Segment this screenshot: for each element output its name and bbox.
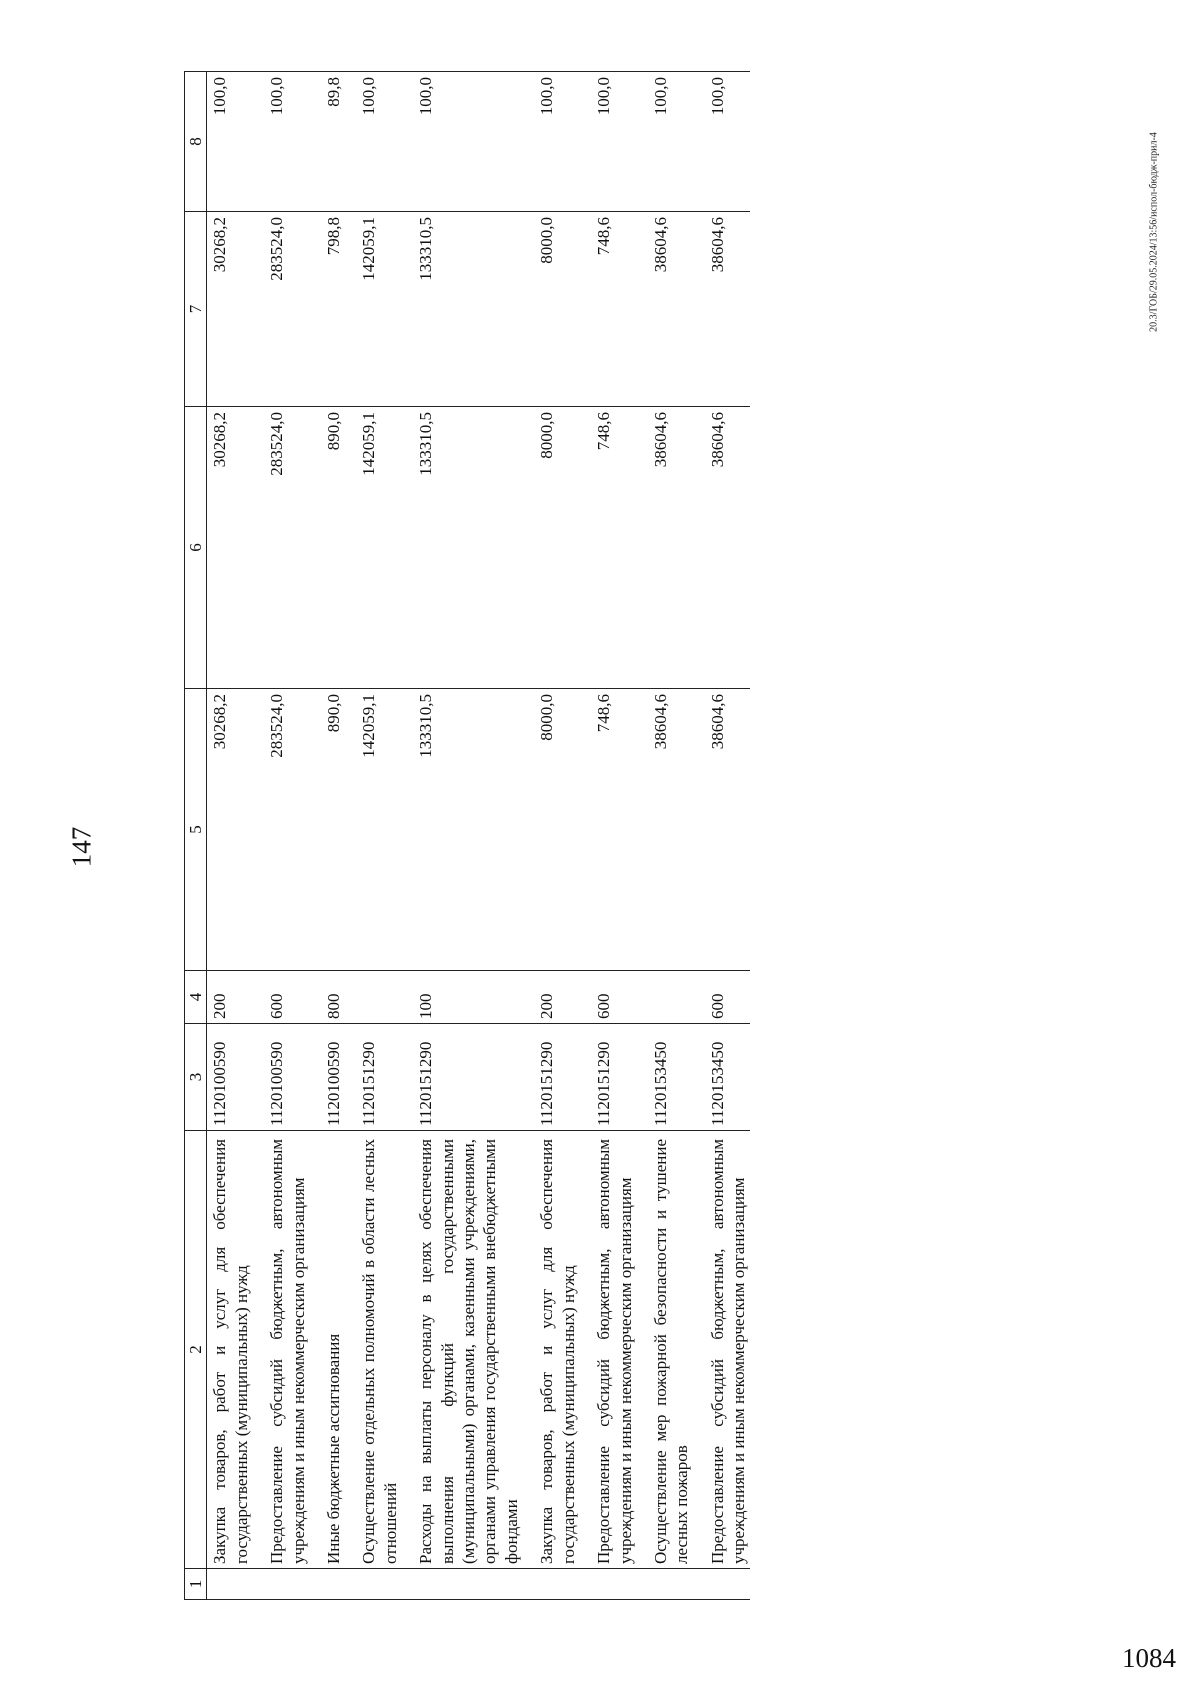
value-col-7: 133310,5 — [413, 212, 534, 407]
header-col-6: 6 — [185, 407, 207, 689]
target-code: 1120151290 — [591, 1024, 648, 1131]
header-col-2: 2 — [185, 1131, 207, 1569]
value-col-6: 133310,5 — [413, 407, 534, 689]
value-col-7: 30268,2 — [207, 212, 264, 407]
target-code: 1120151290 — [356, 1024, 413, 1131]
value-col-8: 100,0 — [413, 72, 534, 212]
value-col-7: 142059,1 — [356, 212, 413, 407]
value-col-8: 100,0 — [264, 72, 321, 212]
value-col-5: 283524,0 — [264, 689, 321, 971]
row-number-cell — [321, 1569, 356, 1600]
header-col-5: 5 — [185, 689, 207, 971]
value-col-7: 38604,6 — [648, 212, 705, 407]
table-row — [591, 72, 648, 1600]
value-col-6: 38604,6 — [705, 407, 750, 689]
value-col-6: 8000,0 — [534, 407, 591, 689]
header-col-1: 1 — [185, 1569, 207, 1600]
row-number-cell — [534, 1569, 591, 1600]
value-col-7: 8000,0 — [534, 212, 591, 407]
expense-name: Осуществление отдельных полномочий в области лесных отношений — [356, 1131, 413, 1569]
table-row — [705, 72, 750, 1600]
value-col-7: 798,8 — [321, 212, 356, 407]
value-col-6: 748,6 — [591, 407, 648, 689]
value-col-8: 100,0 — [591, 72, 648, 212]
value-col-5: 8000,0 — [534, 689, 591, 971]
value-col-7: 748,6 — [591, 212, 648, 407]
target-code: 1120153450 — [705, 1024, 750, 1131]
expense-name: Осуществление мер пожарной безопасности и тушение лесных пожаров — [648, 1131, 705, 1569]
expense-name: Иные бюджетные ассигнования — [321, 1131, 356, 1569]
value-col-8: 89,8 — [321, 72, 356, 212]
expense-type — [356, 971, 413, 1024]
header-col-8: 8 — [185, 72, 207, 212]
expense-name: Закупка товаров, работ и услуг для обеспечения государственных (муниципальных) нужд — [534, 1131, 591, 1569]
value-col-8: 100,0 — [356, 72, 413, 212]
row-number-cell — [705, 1569, 750, 1600]
expense-name: Предоставление субсидий бюджетным, автономным учреждениям и иным некоммерческим организациям — [591, 1131, 648, 1569]
expense-name: Предоставление субсидий бюджетным, автономным учреждениям и иным некоммерческим организациям — [264, 1131, 321, 1569]
value-col-6: 38604,6 — [648, 407, 705, 689]
value-col-6: 283524,0 — [264, 407, 321, 689]
table-row — [264, 72, 321, 1600]
row-number-cell — [207, 1569, 264, 1600]
expense-name: Расходы на выплаты персоналу в целях обеспечения выполнения функций государственными (муниципальными) органами, казенными учреждениями, органами управления государственными внебюджетными фондами — [413, 1131, 534, 1569]
value-col-8: 100,0 — [207, 72, 264, 212]
target-code: 1120100590 — [321, 1024, 356, 1131]
value-col-7: 283524,0 — [264, 212, 321, 407]
value-col-8: 100,0 — [648, 72, 705, 212]
target-code: 1120100590 — [264, 1024, 321, 1131]
header-col-3: 3 — [185, 1024, 207, 1131]
table-row — [356, 72, 413, 1600]
expense-type: 800 — [321, 971, 356, 1024]
expense-type — [648, 971, 705, 1024]
row-number-cell — [648, 1569, 705, 1600]
row-number-cell — [264, 1569, 321, 1600]
value-col-5: 38604,6 — [705, 689, 750, 971]
expense-type: 200 — [207, 971, 264, 1024]
value-col-8: 100,0 — [534, 72, 591, 212]
value-col-5: 133310,5 — [413, 689, 534, 971]
table-row — [648, 72, 705, 1600]
header-col-7: 7 — [185, 212, 207, 407]
expense-type: 600 — [705, 971, 750, 1024]
document-number: 1084 — [1122, 1643, 1176, 1673]
table-row — [413, 72, 534, 1600]
table-row — [534, 72, 591, 1600]
value-col-5: 142059,1 — [356, 689, 413, 971]
value-col-6: 890,0 — [321, 407, 356, 689]
value-col-5: 890,0 — [321, 689, 356, 971]
value-col-5: 748,6 — [591, 689, 648, 971]
value-col-5: 38604,6 — [648, 689, 705, 971]
table-row — [321, 72, 356, 1600]
row-number-cell — [413, 1569, 534, 1600]
budget-table-container — [184, 72, 1186, 1600]
expense-type: 600 — [264, 971, 321, 1024]
value-col-6: 30268,2 — [207, 407, 264, 689]
expense-type: 600 — [591, 971, 648, 1024]
expense-name: Закупка товаров, работ и услуг для обеспечения государственных (муниципальных) нужд — [207, 1131, 264, 1569]
target-code: 1120151290 — [534, 1024, 591, 1131]
target-code: 1120151290 — [413, 1024, 534, 1131]
expense-type: 200 — [534, 971, 591, 1024]
value-col-8: 100,0 — [705, 72, 750, 212]
value-col-7: 38604,6 — [705, 212, 750, 407]
table-row — [207, 72, 264, 1600]
expense-name: Предоставление субсидий бюджетным, автономным учреждениям и иным некоммерческим организациям — [705, 1131, 750, 1569]
header-row — [185, 72, 207, 1600]
page-number: 147 — [66, 826, 97, 868]
header-col-4: 4 — [185, 971, 207, 1024]
value-col-5: 30268,2 — [207, 689, 264, 971]
target-code: 1120100590 — [207, 1024, 264, 1131]
row-number-cell — [591, 1569, 648, 1600]
budget-table — [184, 71, 750, 1600]
value-col-6: 142059,1 — [356, 407, 413, 689]
target-code: 1120153450 — [648, 1024, 705, 1131]
expense-type: 100 — [413, 971, 534, 1024]
row-number-cell — [356, 1569, 413, 1600]
side-stamp: 20.3/ГОБ/29.05.2024/13:56/испол-бюдж-прил-4 — [1148, 132, 1160, 332]
